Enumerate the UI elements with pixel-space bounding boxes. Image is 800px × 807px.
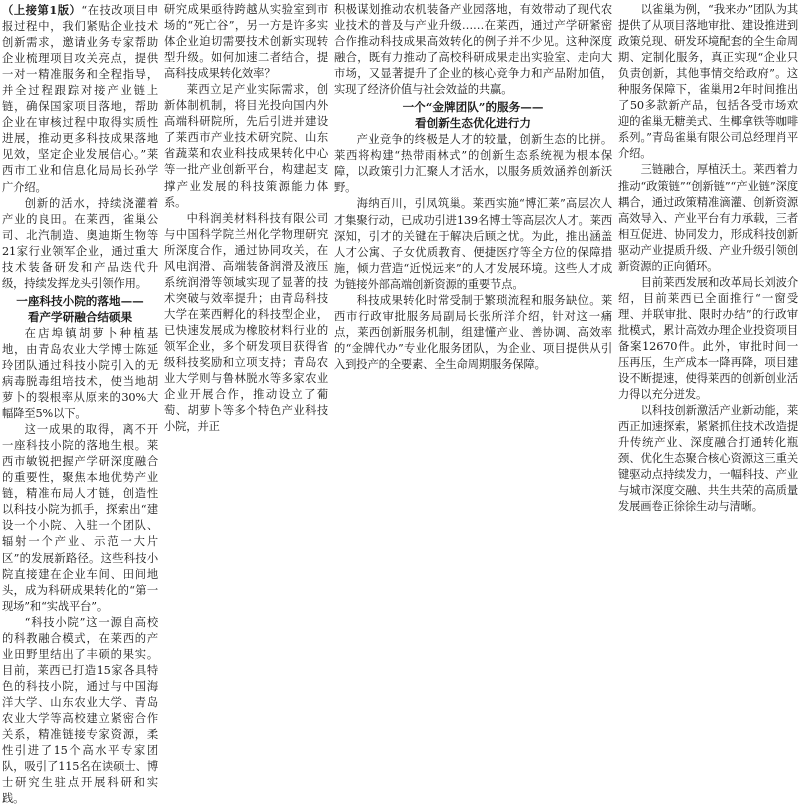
paragraph: 在店埠镇胡萝卜种植基地，由青岛农业大学博士陈延玲团队通过科技小院引入的无病毒脱毒组培技术，使当地胡萝卜的裂根率从原来的30%大幅降至5%以下。 [2, 326, 158, 421]
paragraph: 研究成果亟待跨越从实验室到市场的“死亡谷”，另一方是许多实体企业迫切需要技术创新实现转型升级。如何加速二者结合，提高科技成果转化效率？ [164, 3, 328, 81]
paragraph: 产业竞争的终极是人才的较量，创新生态的比拼。莱西将构建“热带雨林式”的创新生态系统视为根本保障，以政策引力汇聚人才活水，以服务质效涵养创新沃野。 [334, 133, 612, 195]
paragraph: 以雀巢为例，“我来办”团队为其提供了从项目落地审批、建设推进到政策兑现、研发环境配套的全生命周期、定制化服务，真正实现“企业只负责创新，其他事情交给政府”。这种服务保障下，雀巢用2年时间推出了50多款新产品，包括各受市场欢迎的雀巢无糖美式、生椰拿铁等咖啡系列。”青岛雀巢有限公司总经理肖平介绍。 [618, 3, 798, 161]
column-1 [2, 2, 159, 806]
paragraph: 以科技创新激活产业新动能，莱西正加速探索，紧紧抓住技术改造提升传统产业、深度融合打通转化瓶颈、优化生态聚合核心资源这三重关键驱动点持续发力，一幅科技、产业与城市深度交融、共生共荣的高质量发展画卷正徐徐生动与清晰。 [618, 404, 798, 514]
section-heading: 一个“金牌团队”的服务—— [402, 100, 544, 115]
paragraph: 积极谋划推动农机装备产业园落地，有效带动了现代农业技术的普及与产业升级……在莱西，通过产学研紧密合作推动科技成果高效转化的例子并不少见。这种深度融合，既有力推动了高校科研成果走出实验室、走向大市场，又显著提升了企业的核心竞争力和产品附加值，实现了经济价值与社会效益的共赢。 [334, 3, 612, 97]
paragraph: 科技成果转化时常受制于繁琐流程和服务缺位。莱西市行政审批服务局副局长张所洋介绍，针对这一痛点，莱西创新服务机制，组建懂产业、善协调、高效率的“金牌代办”专业化服务团队，为企业、项目提供从引入到投产的全要素、全生命周期服务保障。 [334, 293, 612, 371]
section-subheading: 看创新生态优化进行力 [415, 116, 531, 131]
paragraph: （上接第1版）“在技改项目申报过程中，我们紧贴企业技术创新需求，邀请业务专家帮助企业梳理项目攻关亮点，提供一对一精准服务和全程指导，并全过程跟踪对接产业链上链，确保国家项目落地，帮助企业在审核过程中取得实质性进展，推动更多科技成果落地见效，坚定企业发展信心。”莱西市工业和信息化局局长孙学广介绍。 [2, 3, 159, 194]
paragraph: 三链融合，厚植沃土。莱西着力推动“政策链”“创新链”“产业链”深度耦合，通过政策精准滴灌、创新资源高效导入、产业平台有力承载，三者相互促进、协同发力，形成科技创新驱动产业提质升级、产业升级引领创新资源的正向循环。 [618, 163, 798, 273]
column-2 [164, 2, 328, 434]
section-heading: 一座科技小院的落地—— [16, 293, 144, 308]
paragraph: 中科润美材料科技有限公司与中国科学院兰州化学物理研究所深度合作，通过协同攻关，在风电润滑、高端装备润滑及液压系统润滑等领域实现了显著的技术突破与效率提升；由青岛科技大学在莱西孵化的科技型企业，已快速发展成为橡胶材料行业的领军企业，多个研发项目获得省级科技奖励和立项支持；青岛农业大学则与鲁林脱水等多家农业企业开展合作，推动设立了葡萄、胡萝卜等多个特色产业科技小院，并正 [164, 211, 328, 434]
column-3 [334, 2, 612, 416]
paragraph: 海纳百川，引凤筑巢。莱西实施“博汇莱”高层次人才集聚行动，已成功引进139名博士等高层次人才。莱西深知，引才的关键在于解决后顾之忧。为此，推出涵盖人才公寓、子女优质教育、便捷医疗等全方位的保障措施，倾力营造“近悦远来”的人才发展环境。这些人才成为链接外部高端创新资源的重要节点。 [334, 197, 612, 291]
paragraph: 目前莱西发展和改革局长刘波介绍，目前莱西已全面推行“一窗受理、并联审批、限时办结”的行政审批模式，累计高效办理企业投资项目备案12670件。此外，审批时间一压再压，生产成本一降再降，项目建设不断提速，使得莱西的创新创业活力得以充分迸发。 [618, 275, 798, 402]
paragraph: “科技小院”这一源自高校的科教融合模式，在莱西的产业田野里结出了丰硕的果实。目前，莱西已打造15家各具特色的科技小院，通过与中国海洋大学、山东农业大学、青岛农业大学等高校建立紧密合作关系，精准链接专家资源，柔性引进了15个高水平专家团队，吸引了115名在读硕士、博士研究生驻点开展科研和实践。 [2, 615, 158, 806]
continued-tag: （上接第1版） [2, 3, 82, 17]
paragraph: 莱西立足产业实际需求，创新体制机制，将目光投向国内外高端科研院所，先后引进并建设了莱西市产业技术研究院、山东省蔬菜和农业科技成果转化中心等一批产业创新平台，构建起支撑产业发展的科技策源能力体系。 [164, 83, 328, 209]
paragraph: 这一成果的取得，离不开一座科技小院的落地生根。莱西市敏锐把握产学研深度融合的重要性，聚焦本地优势产业链，精准布局人才链，创造性以科技小院为抓手，探索出“建设一个小院、入驻一个团队、辐射一个产业、示范一大片区”的发展新路径。这些科技小院直接建在企业车间、田间地头，成为科研成果转化的“第一现场”和“实战平台”。 [2, 423, 158, 613]
section-subheading: 看产学研融合结硕果 [27, 309, 133, 324]
column-4 [618, 2, 798, 514]
paragraph: 创新的活水，持续浇灌着产业的良田。在莱西，雀巢公司、北汽制造、奥迪斯生物等21家行业领军企业，通过重大技术装备研发和产品迭代升级，持续发挥龙头引领作用。 [2, 196, 158, 290]
